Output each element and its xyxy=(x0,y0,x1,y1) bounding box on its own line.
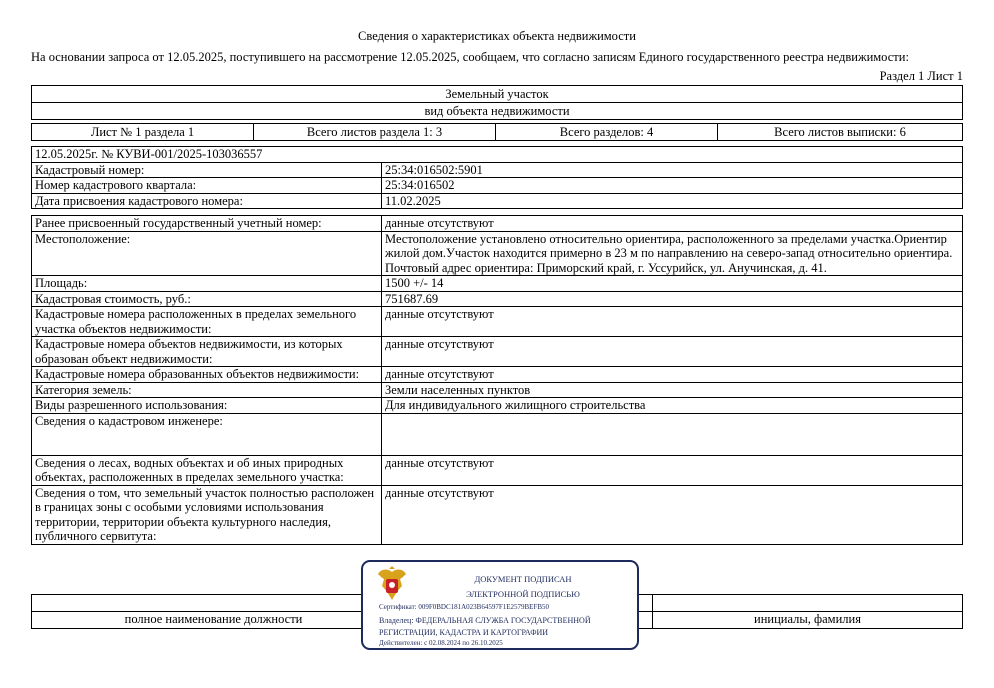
coat-of-arms-icon xyxy=(375,566,409,604)
field-label: Кадастровые номера образованных объектов недвижимости: xyxy=(32,367,382,383)
name-field xyxy=(653,595,963,612)
total-section-sheets: Всего листов раздела 1: 3 xyxy=(254,124,496,141)
table-row xyxy=(32,337,963,367)
table-row xyxy=(32,413,963,455)
field-value: данные отсутствуют xyxy=(382,307,963,337)
field-label: Сведения о том, что земельный участок полностью расположен в границах зоны с особыми условиями использования территории, территории объекта культурного наследия, публичного сервитута: xyxy=(32,485,382,544)
stamp-validity: Действителен: с 02.08.2024 по 26.10.2025 xyxy=(379,639,503,647)
field-label: Местоположение: xyxy=(32,231,382,276)
reference-number: 12.05.2025г. № КУВИ-001/2025-103036557 xyxy=(32,147,963,163)
field-label: Виды разрешенного использования: xyxy=(32,398,382,414)
field-label: Сведения о кадастровом инженере: xyxy=(32,413,382,455)
table-row xyxy=(32,307,963,337)
stamp-title: ДОКУМЕНТ ПОДПИСАН xyxy=(474,574,572,584)
field-value: Земли населенных пунктов xyxy=(382,382,963,398)
field-value: Местоположение установлено относительно ориентира, расположенного за пределами участка.Ориентир жилой дом.Участок находится примерно в 23 м по направлению на северо-запад относительно ориентира. Почтовый адрес ориентира: Приморский край, г. Уссурийск, ул. Анучинская, д. 41. xyxy=(382,231,963,276)
object-type-table xyxy=(31,85,963,120)
table-row xyxy=(32,231,963,276)
field-value: данные отсутствуют xyxy=(382,485,963,544)
field-label: Ранее присвоенный государственный учетный номер: xyxy=(32,216,382,232)
name-label: инициалы, фамилия xyxy=(653,612,963,629)
field-value: данные отсутствуют xyxy=(382,337,963,367)
table-row xyxy=(32,367,963,383)
field-label: Сведения о лесах, водных объектах и об иных природных объектах, расположенных в пределах земельного участка: xyxy=(32,455,382,485)
table-row xyxy=(32,162,963,178)
document-title: Сведения о характеристиках объекта недвижимости xyxy=(358,29,636,43)
table-row xyxy=(32,455,963,485)
table-row xyxy=(32,178,963,194)
table-row xyxy=(32,382,963,398)
field-label: Категория земель: xyxy=(32,382,382,398)
field-label: Кадастровые номера расположенных в пределах земельного участка объектов недвижимости: xyxy=(32,307,382,337)
field-label: Номер кадастрового квартала: xyxy=(32,178,382,194)
stamp-owner-cont: РЕГИСТРАЦИИ, КАДАСТРА И КАРТОГРАФИИ xyxy=(379,628,549,637)
field-label: Кадастровые номера объектов недвижимости, из которых образован объект недвижимости: xyxy=(32,337,382,367)
field-value: 751687.69 xyxy=(382,291,963,307)
object-kind-label: вид объекта недвижимости xyxy=(32,103,963,120)
field-value: Для индивидуального жилищного строительства xyxy=(382,398,963,414)
field-value: 11.02.2025 xyxy=(382,193,963,209)
electronic-signature-stamp xyxy=(361,560,639,650)
field-label: Площадь: xyxy=(32,276,382,292)
field-label: Кадастровый номер: xyxy=(32,162,382,178)
field-label: Кадастровая стоимость, руб.: xyxy=(32,291,382,307)
object-type: Земельный участок xyxy=(32,86,963,103)
total-sections: Всего разделов: 4 xyxy=(496,124,718,141)
sheet-counts-table xyxy=(31,123,963,141)
stamp-owner: Владелец: ФЕДЕРАЛЬНАЯ СЛУЖБА ГОСУДАРСТВЕННОЙ xyxy=(379,616,591,625)
stamp-subtitle: ЭЛЕКТРОННОЙ ПОДПИСЬЮ xyxy=(466,589,580,599)
table-row xyxy=(32,485,963,544)
table-row xyxy=(32,193,963,209)
table-row xyxy=(32,291,963,307)
identifiers-table xyxy=(31,146,963,209)
table-row xyxy=(32,398,963,414)
field-value: 1500 +/- 14 xyxy=(382,276,963,292)
field-value: данные отсутствуют xyxy=(382,455,963,485)
field-value xyxy=(382,413,963,455)
field-label: Дата присвоения кадастрового номера: xyxy=(32,193,382,209)
position-field xyxy=(32,595,396,612)
properties-table xyxy=(31,215,963,545)
sheet-number: Лист № 1 раздела 1 xyxy=(32,124,254,141)
stamp-certificate: Сертификат: 009F0BDC181A023B64597F1E2579BEFB50 xyxy=(379,603,550,611)
field-value: данные отсутствуют xyxy=(382,367,963,383)
table-row xyxy=(32,216,963,232)
field-value: данные отсутствуют xyxy=(382,216,963,232)
position-label: полное наименование должности xyxy=(32,612,396,629)
intro-text: На основании запроса от 12.05.2025, поступившего на рассмотрение 12.05.2025, сообщаем, что согласно записям Единого государственного реестра недвижимости: xyxy=(31,50,909,64)
section-sheet-label: Раздел 1 Лист 1 xyxy=(879,69,963,83)
field-value: 25:34:016502 xyxy=(382,178,963,194)
table-row xyxy=(32,276,963,292)
field-value: 25:34:016502:5901 xyxy=(382,162,963,178)
total-extract-sheets: Всего листов выписки: 6 xyxy=(718,124,963,141)
